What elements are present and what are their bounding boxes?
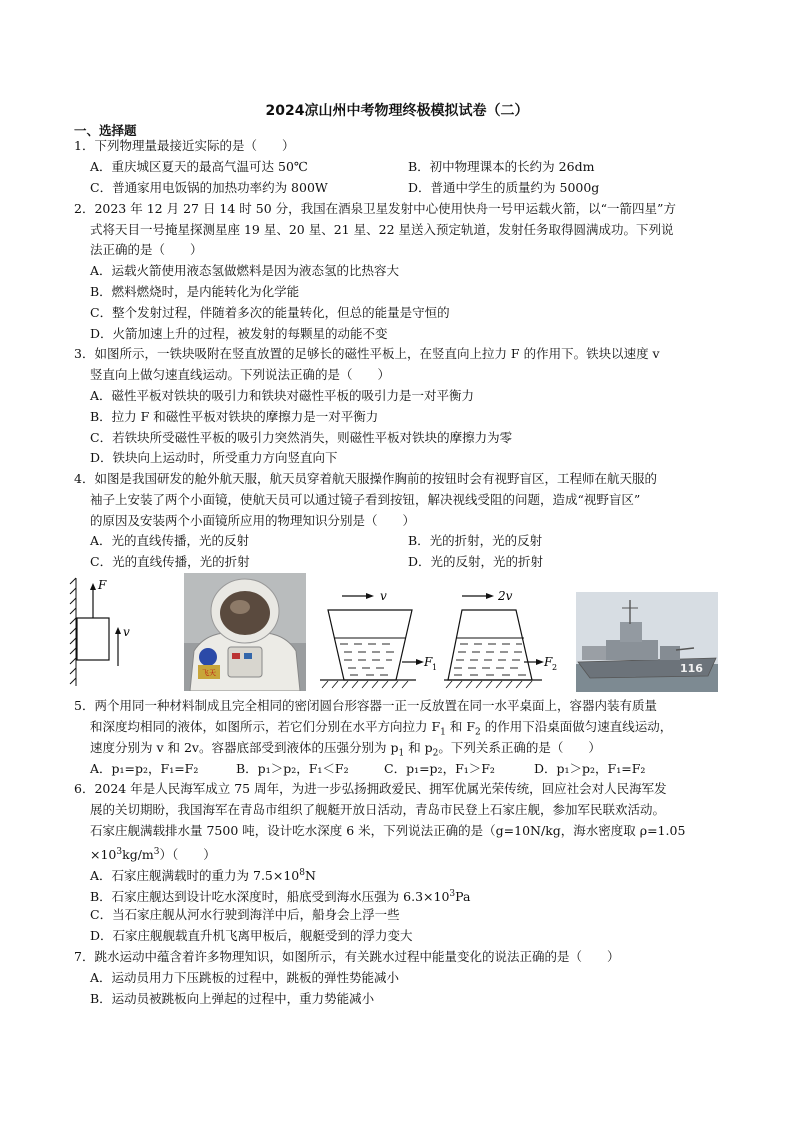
q6-option-a-text: A．石家庄舰满载时的重力为 7.5×10	[90, 868, 300, 884]
force-arrowhead	[90, 583, 96, 590]
q4-option-b: B．光的折射，光的反射	[408, 533, 543, 548]
q3-line-1: 3．如图所示，一铁块吸附在竖直放置的足够长的磁性平板上，在竖直向上拉力 F 的作用下。铁块以速度 v	[74, 346, 660, 361]
container-1	[320, 589, 437, 688]
q2-option-b: B．燃料燃烧时，是内能转化为化学能	[90, 284, 300, 299]
warship-photo	[576, 592, 718, 692]
q5-line-2	[90, 718, 672, 742]
q1-stem: 1．下列物理量最接近实际的是（ ）	[74, 138, 295, 153]
q4-line-1: 4．如图是我国研发的舱外航天服，航天员穿着航天服操作胸前的按钮时会有视野盲区，工程师在航天服的	[74, 471, 657, 486]
q4-line-3: 的原因及安装两个小面镜所应用的物理知识分别是（ ）	[90, 513, 416, 528]
q1-option-c: C．普通家用电饭锅的加热功率约为 800W	[90, 180, 328, 195]
q5-line-3	[90, 739, 601, 763]
q5-option-a: A．p₁=p₂，F₁=F₂	[90, 761, 199, 776]
suit-badge-text: 飞天	[202, 669, 216, 677]
q2-line-2: 式将天目一号掩星探测星座 19 星、20 星、21 星、22 星送入预定轨道，发射任务取得圆满成功。下列说	[90, 222, 674, 237]
q4-line-2: 袖子上安装了两个小面镜，使航天员可以通过镜子看到按钮，解决视线受阻的问题，造成“视野盲区”	[90, 492, 641, 507]
page-title: 2024凉山州中考物理终极模拟试卷（二）	[265, 103, 529, 119]
q4-option-a: A．光的直线传播，光的反射	[90, 533, 250, 548]
q5-line-3-text-c: 。下列关系正确的是（ ）	[438, 740, 601, 755]
q7-option-a: A．运动员用力下压跳板的过程中，跳板的弹性势能减小	[90, 970, 400, 985]
q5-line-2-text-b: 和 F	[445, 719, 476, 734]
q6-line-4-text-b: kg/m	[122, 847, 154, 863]
container-1-force-subscript: 1	[432, 663, 438, 672]
q2-option-d: D．火箭加速上升的过程，被发射的每颗星的动能不变	[90, 326, 388, 341]
q5-line-2-text-c: 的作用下沿桌面做匀速直线运动，	[480, 719, 673, 734]
q1-option-d: D．普通中学生的质量约为 5000g	[408, 180, 600, 195]
q6-option-b-unit: Pa	[455, 889, 471, 905]
force-label: F	[98, 578, 107, 592]
q6-line-4-text-c: ）（ ）	[159, 847, 216, 863]
q2-option-c: C．整个发射过程，伴随着多次的能量转化，但总的能量是守恒的	[90, 305, 450, 320]
container-2-force-subscript: 2	[552, 663, 558, 672]
q6-option-d: D．石家庄舰舰载直升机飞离甲板后，舰艇受到的浮力变大	[90, 928, 413, 943]
warship-illustration	[576, 592, 718, 692]
q5-line-2-sub-2: 2	[475, 727, 481, 738]
section-heading: 一、选择题	[74, 123, 137, 138]
q6-option-b	[90, 885, 470, 906]
container-2-velocity-label: 2v	[498, 589, 513, 603]
q2-line-3: 法正确的是（ ）	[90, 242, 203, 257]
q5-line-3-sub-2: 2	[432, 748, 439, 759]
q6-line-4-text-a: ×10	[90, 847, 117, 863]
board-hatching	[70, 578, 76, 686]
q3-option-c: C．若铁块所受磁性平板的吸引力突然消失，则磁性平板对铁块的摩擦力为零	[90, 430, 513, 445]
q6-line-4	[90, 843, 216, 864]
q5-option-d: D．p₁＞p₂，F₁=F₂	[534, 761, 646, 776]
magnetic-board-figure	[68, 574, 148, 690]
q6-option-a-unit: N	[305, 868, 316, 884]
q1-option-a: A．重庆城区夏天的最高气温可达 50℃	[90, 159, 308, 174]
q6-line-4-sup-1: 3	[116, 847, 123, 857]
q3-option-a: A．磁性平板对铁块的吸引力和铁块对磁性平板的吸引力是一对平衡力	[90, 388, 475, 403]
containers-figure	[320, 580, 568, 692]
container-1-velocity-label: v	[380, 589, 387, 603]
q6-line-2: 展的关切期盼，我国海军在青岛市组织了舰艇开放日活动，青岛市民登上石家庄舰，参加军民联欢活动。	[90, 802, 666, 817]
q7-option-b: B．运动员被跳板向上弹起的过程中，重力势能减小	[90, 991, 375, 1006]
velocity-label: v	[123, 625, 130, 639]
q4-option-d: D．光的反射，光的折射	[408, 554, 544, 569]
q6-option-b-text: B．石家庄舰达到设计吃水深度时，船底受到海水压强为 6.3×10	[90, 889, 450, 905]
q5-option-b: B．p₁＞p₂，F₁＜F₂	[236, 761, 349, 776]
container-1-force-label: F	[424, 655, 433, 669]
iron-block	[77, 618, 109, 660]
q5-line-2-sub-1: 1	[440, 727, 446, 738]
q5-line-3-text-b: 和 p	[404, 740, 433, 755]
q4-option-c: C．光的直线传播，光的折射	[90, 554, 250, 569]
q2-line-1: 2．2023 年 12 月 27 日 14 时 50 分，我国在酒泉卫星发射中心使用快舟一号甲运载火箭，以“一箭四星”方	[74, 201, 676, 216]
q6-option-b-exp: 3	[449, 889, 456, 899]
q3-line-2: 竖直向上做匀速直线运动。下列说法正确的是（ ）	[90, 367, 391, 382]
q6-option-a-exp: 8	[299, 868, 305, 878]
q6-line-3: 石家庄舰满载排水量 7500 吨，设计吃水深度 6 米，下列说法正确的是（g=10N/kg，海水密度取 ρ=1.05	[90, 823, 686, 838]
spacesuit-photo	[184, 573, 306, 691]
q5-line-1: 5．两个用同一种材料制成且完全相同的密闭圆台形容器一正一反放置在同一水平桌面上，容器内装有质量	[74, 698, 657, 713]
q1-option-b: B．初中物理课本的长约为 26dm	[408, 159, 595, 174]
q5-line-2-text-a: 和深度均相同的液体，如图所示，若它们分别在水平方向拉力 F	[90, 719, 441, 734]
q7-line-1: 7．跳水运动中蕴含着许多物理知识，如图所示，有关跳水过程中能量变化的说法正确的是（ ）	[74, 949, 620, 964]
q6-option-c: C．当石家庄舰从河水行驶到海洋中后，船身会上浮一些	[90, 907, 400, 922]
container-2-force-label: F	[544, 655, 553, 669]
spacesuit-illustration	[184, 573, 306, 691]
q5-line-3-text-a: 速度分别为 v 和 2v。容器底部受到液体的压强分别为 p	[90, 740, 399, 755]
q5-option-c: C．p₁=p₂，F₁＞F₂	[384, 761, 495, 776]
q5-line-3-sub-1: 1	[398, 748, 405, 759]
q3-option-d: D．铁块向上运动时，所受重力方向竖直向下	[90, 450, 338, 465]
q6-option-a	[90, 864, 316, 885]
container-2	[444, 589, 557, 688]
q6-line-4-sup-2: 3	[153, 847, 160, 857]
q3-option-b: B．拉力 F 和磁性平板对铁块的摩擦力是一对平衡力	[90, 409, 379, 424]
q6-line-1: 6．2024 年是人民海军成立 75 周年，为进一步弘扬拥政爱民、拥军优属光荣传统，回应社会对人民海军发	[74, 781, 667, 796]
velocity-arrowhead	[115, 627, 121, 634]
ship-hull-number: 116	[680, 662, 703, 675]
q2-option-a: A．运载火箭使用液态氢做燃料是因为液态氢的比热容大	[90, 263, 400, 278]
